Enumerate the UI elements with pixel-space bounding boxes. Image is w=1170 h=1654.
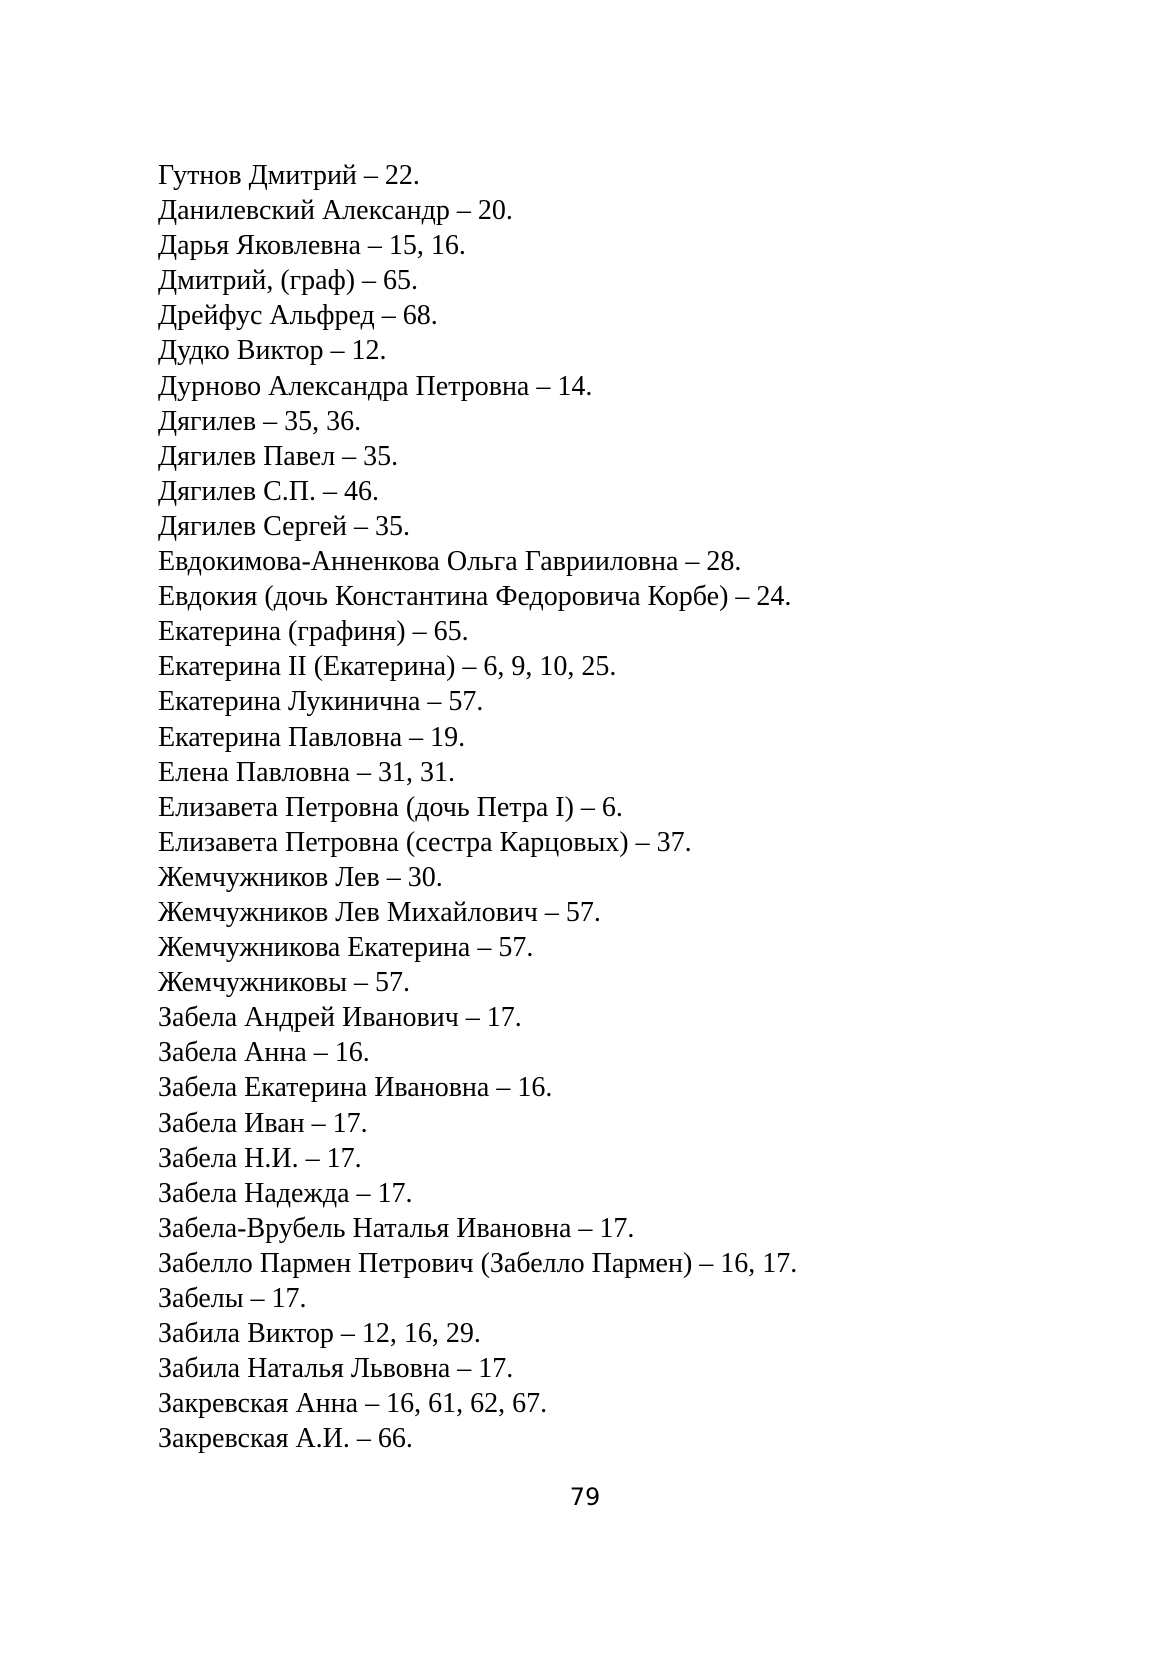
index-entry: Забела Анна – 16. xyxy=(158,1037,370,1069)
index-entry: Дмитрий, (граф) – 65. xyxy=(158,265,419,297)
index-entry: Елизавета Петровна (сестра Карцовых) – 37. xyxy=(158,826,692,858)
index-entry: Дягилев С.П. – 46. xyxy=(158,475,379,507)
index-entry: Дарья Яковлевна – 15, 16. xyxy=(158,230,466,262)
index-entry: Забелло Пармен Петрович (Забелло Пармен) – 16, 17. xyxy=(158,1247,798,1279)
index-entry: Забела Надежда – 17. xyxy=(158,1177,413,1209)
index-entry: Забела-Врубель Наталья Ивановна – 17. xyxy=(158,1212,635,1244)
index-entry: Забила Наталья Львовна – 17. xyxy=(158,1353,514,1385)
index-entry: Жемчужниковы – 57. xyxy=(158,967,411,999)
index-entry: Дягилев Сергей – 35. xyxy=(158,510,411,542)
index-entry: Екатерина Лукинична – 57. xyxy=(158,686,484,718)
index-entry: Дягилев – 35, 36. xyxy=(158,405,362,437)
index-entry: Екатерина (графиня) – 65. xyxy=(158,616,469,648)
index-entry: Данилевский Александр – 20. xyxy=(158,195,513,227)
index-entry: Забела Андрей Иванович – 17. xyxy=(158,1002,522,1034)
index-entry: Закревская Анна – 16, 61, 62, 67. xyxy=(158,1388,548,1420)
index-entry: Елена Павловна – 31, 31. xyxy=(158,756,456,788)
index-entry: Екатерина II (Екатерина) – 6, 9, 10, 25. xyxy=(158,651,617,683)
index-entry: Забела Екатерина Ивановна – 16. xyxy=(158,1072,553,1104)
index-entry: Жемчужникова Екатерина – 57. xyxy=(158,932,534,964)
index-entry: Жемчужников Лев Михайлович – 57. xyxy=(158,896,601,928)
index-entry: Гутнов Дмитрий – 22. xyxy=(158,160,420,191)
index-entry: Екатерина Павловна – 19. xyxy=(158,721,466,753)
page-number: 79 xyxy=(569,1483,601,1511)
index-entry: Забела Н.И. – 17. xyxy=(158,1142,362,1174)
index-entry: Забела Иван – 17. xyxy=(158,1107,368,1139)
index-entry: Евдокимова-Анненкова Ольга Гаврииловна – 28. xyxy=(158,546,742,578)
index-entry: Дягилев Павел – 35. xyxy=(158,440,399,472)
index-entry: Евдокия (дочь Константина Федоровича Корбе) – 24. xyxy=(158,581,792,613)
index-entry: Дурново Александра Петровна – 14. xyxy=(158,370,593,402)
index-entry: Забила Виктор – 12, 16, 29. xyxy=(158,1318,481,1350)
name-index-list xyxy=(158,158,1058,1456)
index-entry: Дудко Виктор – 12. xyxy=(158,335,387,367)
index-entry: Закревская А.И. – 66. xyxy=(158,1423,413,1455)
index-entry: Дрейфус Альфред – 68. xyxy=(158,300,438,332)
index-entry: Забелы – 17. xyxy=(158,1283,307,1314)
index-entry: Жемчужников Лев – 30. xyxy=(158,861,443,893)
index-entry: Елизавета Петровна (дочь Петра I) – 6. xyxy=(158,791,623,823)
